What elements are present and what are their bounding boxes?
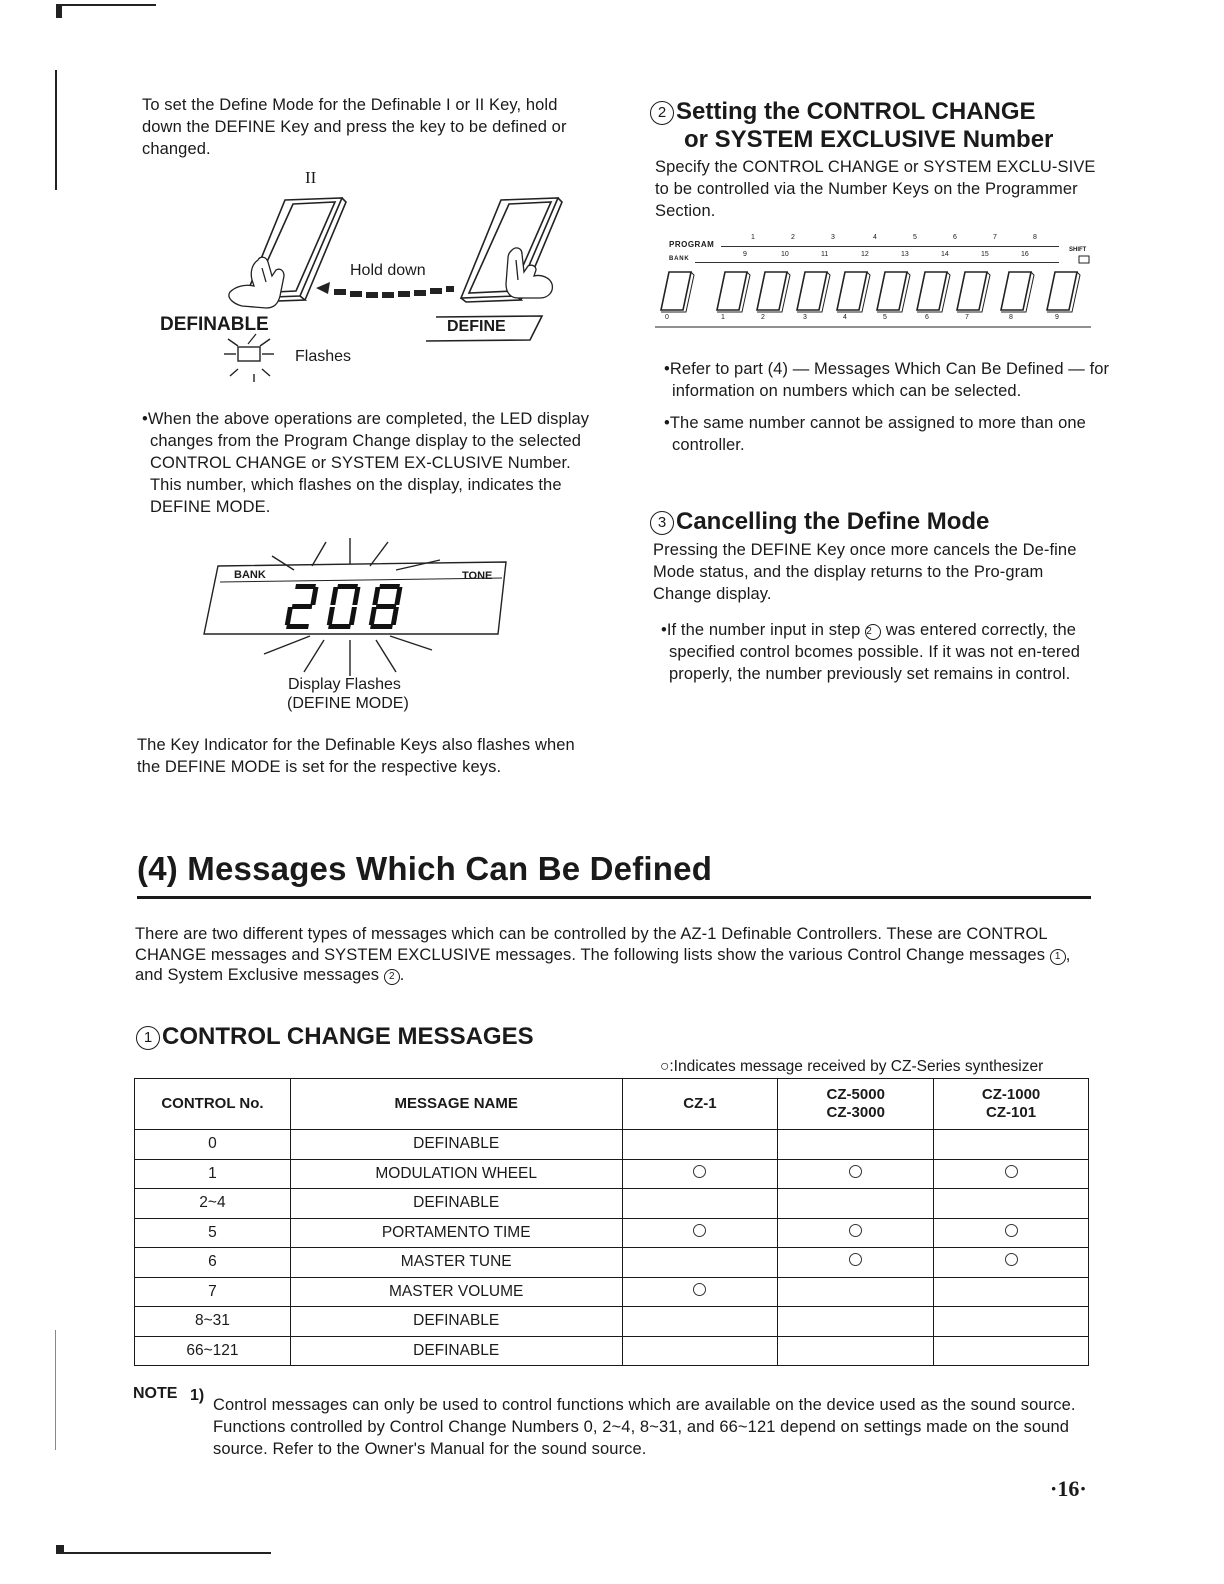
key-numbers [655,314,1095,324]
cell-control-no: 2~4 [135,1189,291,1219]
program-num: 8 [1033,234,1037,241]
display-caption-line1: Display Flashes [288,676,401,693]
table-row [135,1307,1089,1337]
table-row [135,1189,1089,1219]
define-label: DEFINE [447,318,506,335]
cell-cz5000 [778,1189,934,1219]
section2-bullet1: •Refer to part (4) — Messages Which Can Be Defined — for information on numbers which can be selected. [664,360,1110,400]
program-num: 5 [913,234,917,241]
cell-cz1 [622,1248,778,1278]
note-number: 1) [190,1387,205,1404]
cell-cz1000 [934,1248,1089,1278]
section2-title-line2: or SYSTEM EXCLUSIVE Number [684,126,1054,153]
cell-cz1000 [934,1189,1089,1219]
circled-number: 2 [865,624,881,640]
key-num: 2 [761,314,765,321]
number-key-icon [957,272,987,310]
margin-rule-left [55,70,57,190]
led-digits [284,584,403,629]
received-mark-icon [693,1283,706,1296]
cell-cz5000 [778,1130,934,1160]
key-num: 1 [721,314,725,321]
page-number: ·16· [1050,1476,1087,1501]
bank-row-label: BANK [669,256,690,262]
received-mark-icon [1005,1224,1018,1237]
cell-cz5000 [778,1218,934,1248]
section2-bullet2: •The same number cannot be assigned to more than one controller. [664,414,1086,454]
key-num: 5 [883,314,887,321]
hand-right-icon [506,248,552,298]
bank-num: 16 [1021,251,1029,258]
cell-message-name: MASTER TUNE [290,1248,622,1278]
hold-down-label: Hold down [350,262,426,279]
key-num: 8 [1009,314,1013,321]
control-change-table [134,1078,1089,1366]
cc-title: 1 CONTROL CHANGE MESSAGES [136,1023,534,1051]
cell-message-name: DEFINABLE [290,1336,622,1366]
program-num: 7 [993,234,997,241]
header-control-no: CONTROL No. [135,1079,291,1130]
programmer-keypad-diagram [655,230,1095,334]
cell-control-no: 8~31 [135,1307,291,1337]
circled-number: 2 [650,101,674,125]
section3-body: Pressing the DEFINE Key once more cancels the De-fine Mode status, and the display returns to the Pro-gram Change display. [653,541,1077,603]
cell-control-no: 0 [135,1130,291,1160]
cell-control-no: 66~121 [135,1336,291,1366]
circled-number: 2 [384,969,400,985]
number-key-icon [717,272,747,310]
cell-message-name: DEFINABLE [290,1189,622,1219]
key-num: 4 [843,314,847,321]
header-cz5000-cz3000: CZ-5000 CZ-3000 [778,1079,934,1130]
bank-num: 12 [861,251,869,258]
cell-message-name: PORTAMENTO TIME [290,1218,622,1248]
program-num: 4 [873,234,877,241]
header-cz1: CZ-1 [622,1079,778,1130]
cell-control-no: 6 [135,1248,291,1278]
program-row-label: PROGRAM [669,240,715,249]
number-key-icon [661,272,691,310]
cell-cz5000 [778,1277,934,1307]
cell-cz1 [622,1130,778,1160]
cell-message-name: MASTER VOLUME [290,1277,622,1307]
cell-control-no: 1 [135,1159,291,1189]
number-key-icon [797,272,827,310]
corner-mark-bottom-tick [56,1545,64,1554]
key-num: 9 [1055,314,1059,321]
cell-cz5000 [778,1159,934,1189]
section4-heading: (4) Messages Which Can Be Defined [137,850,713,887]
numeral-ii: II [305,168,317,187]
table-row [135,1218,1089,1248]
bank-num: 13 [901,251,909,258]
shift-label: SHIFT [1069,247,1087,253]
table-header-row [135,1079,1089,1130]
hold-down-arrow [316,282,454,298]
cell-cz1000 [934,1218,1089,1248]
display-caption-line2: (DEFINE MODE) [287,695,409,712]
digit-8 [368,584,403,629]
received-mark-icon [849,1253,862,1266]
program-num: 3 [831,234,835,241]
note-text: Control messages can only be used to control functions which are available on the device used as the sound source. Functions controlled by Control Change Numbers 0, 2~4, 8~31, and 66~121 depend on settings made on the sound source. Refer to the Owner's Manual for the sound source. [213,1396,1076,1458]
bank-num: 15 [981,251,989,258]
section4-intro: There are two different types of messages which can be controlled by the AZ-1 Definable Controllers. These are CONTROL CHANGE messages and SYSTEM EXCLUSIVE messages. The following lists show the various Control Change messages 1 , and System Exclusive messages 2 . [135,925,1071,984]
number-key-icon [757,272,787,310]
number-key-icon [837,272,867,310]
program-num: 2 [791,234,795,241]
tone-label: TONE [462,570,493,582]
program-num: 1 [751,234,755,241]
cell-cz1000 [934,1130,1089,1160]
cell-cz5000 [778,1336,934,1366]
received-mark-icon [849,1224,862,1237]
received-mark-icon [849,1165,862,1178]
number-key-icon [877,272,907,310]
table-row [135,1336,1089,1366]
cell-cz1 [622,1336,778,1366]
cell-control-no: 5 [135,1218,291,1248]
cell-cz1 [622,1159,778,1189]
circled-number: 1 [1050,949,1066,965]
number-key-icon [1001,272,1031,310]
bank-num: 10 [781,251,789,258]
table-row [135,1248,1089,1278]
table-row [135,1277,1089,1307]
section3-bullet: •If the number input in step 2 was entered correctly, the specified control bcomes possible. If it was not en-tered properly, the number previously set remains in control. [661,621,1081,683]
circled-number: 3 [650,511,674,535]
cell-message-name: MODULATION WHEEL [290,1159,622,1189]
flashes-label: Flashes [295,348,352,365]
corner-mark-bottom [56,1552,271,1554]
number-key-icon [1047,272,1077,310]
circled-number: 1 [136,1026,160,1050]
bank-num: 14 [941,251,949,258]
flashing-led-icon [224,339,274,382]
digit-2 [284,584,319,629]
cell-message-name: DEFINABLE [290,1307,622,1337]
section2-title-line1: 2 Setting the CONTROL CHANGE [650,98,1110,126]
bank-label: BANK [234,569,266,581]
corner-mark-top [56,4,156,6]
key-num: 6 [925,314,929,321]
cell-cz1000 [934,1159,1089,1189]
cell-cz1 [622,1189,778,1219]
cell-cz1000 [934,1336,1089,1366]
led-display-bullet: •When the above operations are completed, the LED display changes from the Program Change display to the selected CONTROL CHANGE or SYSTEM EX-CLUSIVE Number. This number, which flashes on the display, indicates the DEFINE MODE. [142,410,590,516]
section2-title [650,98,1110,154]
received-mark-icon [693,1224,706,1237]
cell-control-no: 7 [135,1277,291,1307]
table-row [135,1159,1089,1189]
key-num: 3 [803,314,807,321]
led-display-diagram [200,536,512,716]
corner-mark-top-tick [56,4,62,18]
received-mark-icon [1005,1165,1018,1178]
note-label: NOTE [133,1385,178,1402]
cell-cz1 [622,1307,778,1337]
margin-rule-left-lower [55,1330,56,1450]
cell-cz1000 [934,1307,1089,1337]
header-message-name: MESSAGE NAME [290,1079,622,1130]
definable-define-diagram [150,164,590,390]
section2-body: Specify the CONTROL CHANGE or SYSTEM EXCLU-SIVE to be controlled via the Number Keys on the Programmer Section. [655,158,1096,220]
received-mark-icon [693,1165,706,1178]
key-indicator-text: The Key Indicator for the Definable Keys also flashes when the DEFINE MODE is set for the respective keys. [137,736,575,776]
bank-num: 11 [821,251,829,258]
key-num: 7 [965,314,969,321]
digit-0 [326,584,361,629]
cc-legend: ○:Indicates message received by CZ-Series synthesizer [660,1058,1044,1075]
define-intro: To set the Define Mode for the Definable I or II Key, hold down the DEFINE Key and press the key to be defined or changed. [142,96,567,158]
cell-cz5000 [778,1248,934,1278]
hand-left-icon [229,257,284,308]
cell-cz1000 [934,1277,1089,1307]
section4-rule [137,896,1091,899]
definable-label: DEFINABLE [160,314,269,335]
bank-num: 9 [743,251,747,258]
key-num: 0 [665,314,669,321]
program-num: 6 [953,234,957,241]
cell-cz5000 [778,1307,934,1337]
received-mark-icon [1005,1253,1018,1266]
cell-message-name: DEFINABLE [290,1130,622,1160]
section3-title: 3 Cancelling the Define Mode [650,508,1110,536]
table-row [135,1130,1089,1160]
cell-cz1 [622,1218,778,1248]
cell-cz1 [622,1277,778,1307]
header-cz1000-cz101: CZ-1000 CZ-101 [934,1079,1089,1130]
number-key-icon [917,272,947,310]
